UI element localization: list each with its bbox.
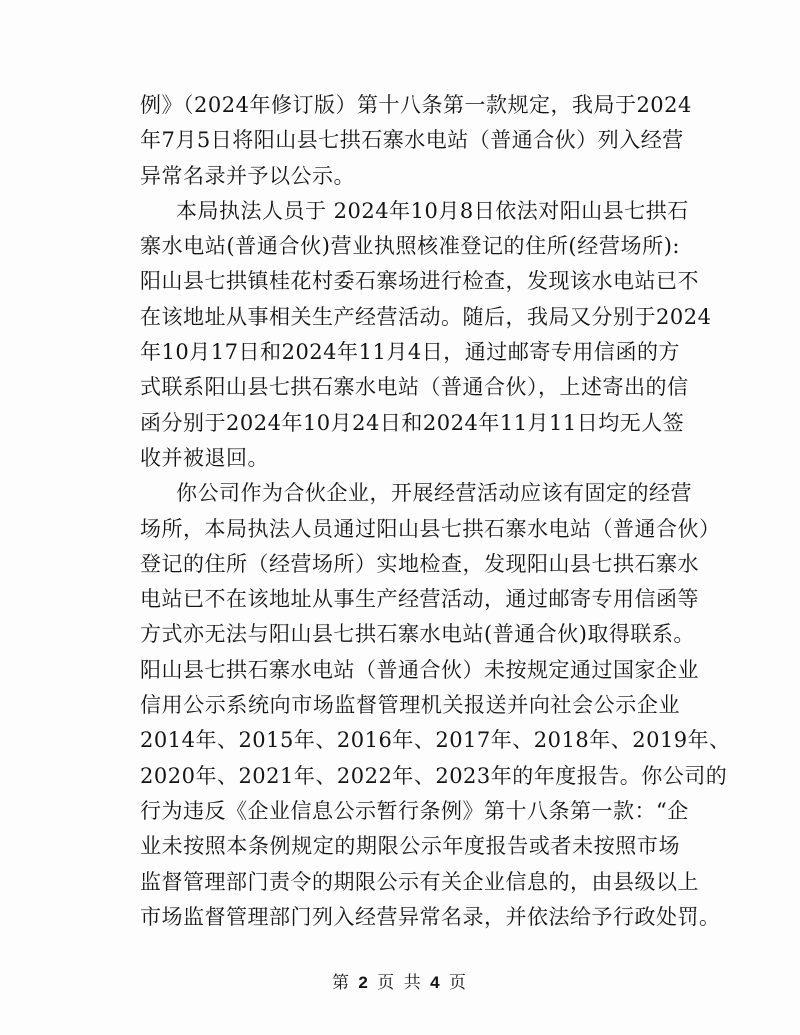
text-line: 行为违反《企业信息公示暂行条例》第十八条第一款：“企 xyxy=(140,798,689,823)
paragraph-start-line: 本局执法人员于 2024年10月8日依法对阳山县七拱石 xyxy=(176,198,689,223)
text-line: 方式亦无法与阳山县七拱石寨水电站(普通合伙)取得联系。 xyxy=(140,622,695,647)
text-line: 式联系阳山县七拱石寨水电站（普通合伙），上述寄出的信 xyxy=(140,375,689,400)
text-line: 在该地址从事相关生产经营活动。随后，我局又分别于2024 xyxy=(140,304,712,329)
text-line: 函分别于2024年10月24日和2024年11月11日均无人签 xyxy=(140,410,685,435)
text-line: 阳山县七拱石寨水电站（普通合伙）未按规定通过国家企业 xyxy=(140,657,699,682)
text-line: 收并被退回。 xyxy=(140,445,269,470)
paragraph-start-line: 你公司作为合伙企业，开展经营活动应该有固定的经营 xyxy=(176,481,692,506)
text-line: 市场监督管理部门列入经营异常名录，并依法给予行政处罚。 xyxy=(140,904,721,929)
text-line: 年7月5日将阳山县七拱石寨水电站（普通合伙）列入经营 xyxy=(140,128,684,153)
footer-middle: 页 共 xyxy=(377,973,423,993)
text-line: 业未按照本条例规定的期限公示年度报告或者未按照市场 xyxy=(140,834,680,859)
text-line: 监督管理部门责令的期限公示有关企业信息的，由县级以上 xyxy=(140,869,699,894)
text-line: 登记的住所（经营场所）实地检查，发现阳山县七拱石寨水 xyxy=(140,551,699,576)
footer-prefix: 第 xyxy=(332,973,352,993)
text-line: 信用公示系统向市场监督管理机关报送并向社会公示企业 xyxy=(140,693,680,718)
text-line: 年10月17日和2024年11月4日，通过邮寄专用信函的方 xyxy=(140,340,680,365)
text-line: 异常名录并予以公示。 xyxy=(140,163,355,188)
text-line: 2020年、2021年、2022年、2023年的年度报告。你公司的 xyxy=(140,763,728,788)
text-line: 场所，本局执法人员通过阳山县七拱石寨水电站（普通合伙） xyxy=(140,516,721,541)
total-pages-number: 4 xyxy=(430,973,442,992)
current-page-number: 2 xyxy=(358,973,370,992)
text-line: 阳山县七拱镇桂花村委石寨场进行检查，发现该水电站已不 xyxy=(140,269,699,294)
page-number-footer xyxy=(0,968,800,993)
text-line: 寨水电站(普通合伙)营业执照核准登记的住所(经营场所): xyxy=(140,234,680,259)
document-body xyxy=(140,88,731,935)
footer-suffix: 页 xyxy=(448,973,468,993)
text-line: 2014年、2015年、2016年、2017年、2018年、2019年、 xyxy=(140,728,731,753)
text-line: 电站已不在该地址从事生产经营活动，通过邮寄专用信函等 xyxy=(140,587,699,612)
text-line: 例》（2024年修订版）第十八条第一款规定，我局于2024 xyxy=(140,93,692,117)
